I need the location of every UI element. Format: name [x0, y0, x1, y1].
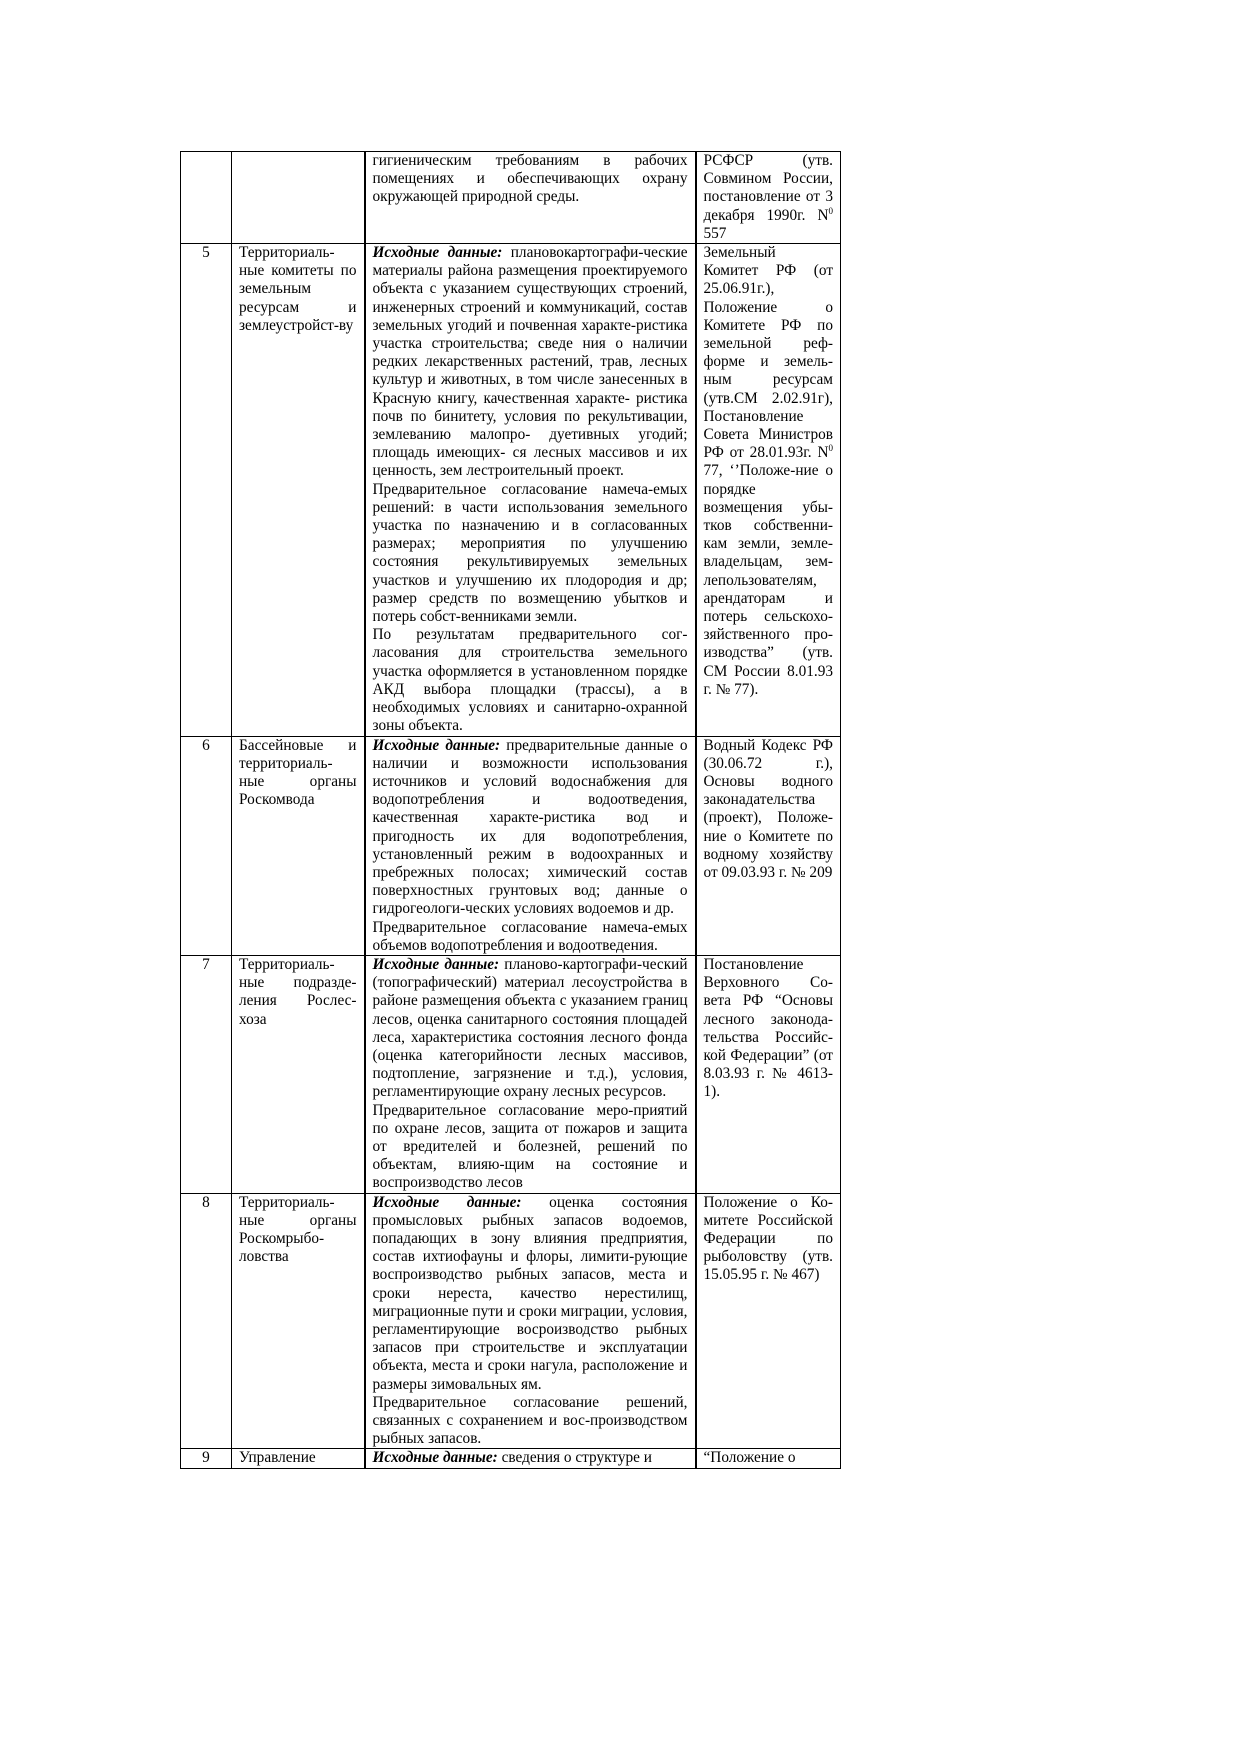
source-data-paragraph: Предварительное согласование намеча-емых решений: в части использования земельного участка по назначению и в согласованных размерах; мероприятия по улучшению состояния рекультивируемых земельных участков и улучшению их плодородия и др; размер средств по возмещению убытков и потерь собст-венниками земли. [372, 480, 688, 626]
source-data-cell [365, 1449, 696, 1468]
source-data-body: предварительные данные о наличии и возможности использования источников и условий водоснабжения для водопотребления и водоотведения, качественная характе-ристика вод и пригодность их для водопотребления, установленный режим в водоохранных и пребрежных полосах; химический состав поверхностных грунтовых вод; данные о гидрогеологи-ческих условиях водоемов и др. [372, 736, 688, 918]
source-data-paragraph: Предварительное согласование решений, связанных с сохранением и вос-производством рыбных запасов. [372, 1393, 688, 1448]
row-number: 6 [181, 736, 232, 955]
source-data-text [373, 1194, 688, 1394]
table-row [181, 955, 841, 1193]
source-data-cell [365, 244, 696, 736]
legal-basis-cell [696, 1449, 841, 1468]
source-data-label: Исходные данные: [372, 244, 503, 262]
legal-basis-text: “Положение о [703, 1449, 796, 1467]
row-number: 9 [181, 1449, 232, 1468]
organization-cell [232, 152, 365, 244]
document-page [180, 151, 840, 1469]
table-row [181, 1449, 841, 1468]
source-data-label: Исходные данные: [372, 1193, 522, 1211]
legal-basis-cell [696, 1193, 841, 1449]
organization-cell: Бассейновые и территориаль-ные органы Роскомвода [232, 736, 365, 955]
legal-basis-tail: 77, ‘’Положе-ние о порядке возмещения убы-тков собственни-кам земли, земле-владельцам, зем-лепользователям, арендаторам и потерь сельскохо-зяйственного про-изводства” (утв. СМ России 8.01.93 г. № 77). [703, 462, 833, 698]
approvals-table [180, 151, 841, 1469]
legal-basis-cell [696, 736, 841, 955]
legal-basis-text: Положение о Ко-митете Российской Федерации по рыболовству (утв. 15.05.95 г. № 467) [703, 1193, 833, 1284]
source-data-cell [365, 736, 696, 955]
source-data-cell [365, 1193, 696, 1449]
legal-basis-cell [696, 244, 841, 736]
legal-basis-text: Водный Кодекс РФ (30.06.72 г.), Основы водного законадательства (проект), Положе-ние о Комитете по водному хозяйству от 09.03.93 г. № 209 [703, 736, 833, 881]
source-data-body: оценка состояния промысловых рыбных запасов водоемов, попадающих в зону влияния предприятия, состав ихтиофауны и флоры, лимити-рующие воспроизводство рыбных запасов, места и сроки нереста, качество нерестилищ, миграционные пути и сроки миграции, условия, регламентирующие восроизводство рыбных запасов при строительстве и эксплуатации объекта, места и сроки нагула, расположение и размеры зимовальных ям. [372, 1193, 688, 1393]
legal-basis-text: РСФСР (утв. Совмином России, постановление от 3 декабря 1990г. N [703, 152, 833, 224]
legal-basis-cell [696, 152, 841, 244]
organization-cell: Территориаль-ные органы Роскомрыбо-ловства [232, 1193, 365, 1449]
legal-basis-sup: 0 [828, 443, 833, 454]
table-row [181, 152, 841, 244]
source-data-body: гигиеническим требованиям в рабочих помещениях и обеспечивающих охрану окружающей природной среды. [372, 152, 688, 206]
table-row [181, 736, 841, 955]
source-data-label: Исходные данные: [372, 1449, 498, 1467]
source-data-text [373, 956, 688, 1102]
source-data-paragraph: По результатам предварительного сог-ласования для строительства земельного участка оформляется в установленном порядке АКД выбора площадки (трассы), а в необходимых условиях и санитарно-охранной зоны объекта. [372, 626, 688, 735]
organization-cell: Территориаль-ные подразде-ления Рослес-хоза [232, 955, 365, 1193]
row-number [181, 152, 232, 244]
legal-basis-tail: 557 [703, 224, 727, 242]
source-data-paragraph: Предварительное согласование меро-приятий по охране лесов, защита от пожаров и защита от вредителей и болезней, решений по объектам, влияю-щим на состояние и воспроизводство лесов [372, 1101, 688, 1192]
table-row [181, 1193, 841, 1449]
source-data-text [373, 737, 688, 919]
legal-basis-text: Постановление Верховного Со-вета РФ “Основы лесного законода-тельства Российс-кой Федерации” (от 8.03.93 г. № 4613-1). [703, 955, 833, 1101]
source-data-cell [365, 955, 696, 1193]
source-data-label: Исходные данные: [372, 955, 500, 973]
source-data-body: планово-картографи-ческий (топографический) материал лесоустройства в районе размещения объекта с указанием границ лесов, оценка санитарного состояния площадей леса, характеристика состояния лесного фонда (оценка категорийности лесных массивов, подтопление, загрязнение и т.д.), условия, регламентирующие охрану лесных ресурсов. [372, 955, 688, 1101]
legal-basis-text: Земельный Комитет РФ (от 25.06.91г.), Положение о Комитете РФ по земельной реф-форме и земель-ным ресурсам (утв.СМ 2.02.91г), Постановление Совета Министров РФ от 28.01.93г. N [703, 244, 833, 462]
row-number: 8 [181, 1193, 232, 1449]
organization-cell: Управление [232, 1449, 365, 1468]
source-data-cell [365, 152, 696, 244]
source-data-paragraph: Предварительное согласование намеча-емых объемов водопотребления и водоотведения. [372, 918, 688, 954]
source-data-text [373, 244, 688, 481]
row-number: 7 [181, 955, 232, 1193]
source-data-body: плановокартографи-ческие материалы района размещения проектируемого объекта с указанием существующих строений, инженерных строений и коммуникаций, состав земельных угодий и почвенная характе-ристика участка строительства; сведе ния о наличии редких лекарственных растений, трав, лесных культур и животных, в том числе занесенных в Красную книгу, качественная характе- ристика почв по бинитету, условия по рекультивации, землеванию малопро- дуетивных угодий; площадь имеющих- ся лесных массивов и их ценность, зем лестроительный проект. [372, 244, 688, 480]
organization-cell: Территориаль-ные комитеты по земельным ресурсам и землеустройст-ву [232, 244, 365, 736]
source-data-text [373, 1449, 688, 1467]
legal-basis-sup: 0 [828, 205, 833, 216]
table-row [181, 244, 841, 736]
row-number: 5 [181, 244, 232, 736]
source-data-text [373, 152, 688, 207]
source-data-body: сведения о структуре и [501, 1449, 652, 1467]
source-data-label: Исходные данные: [372, 736, 501, 754]
table-body [181, 152, 841, 1469]
legal-basis-cell [696, 955, 841, 1193]
